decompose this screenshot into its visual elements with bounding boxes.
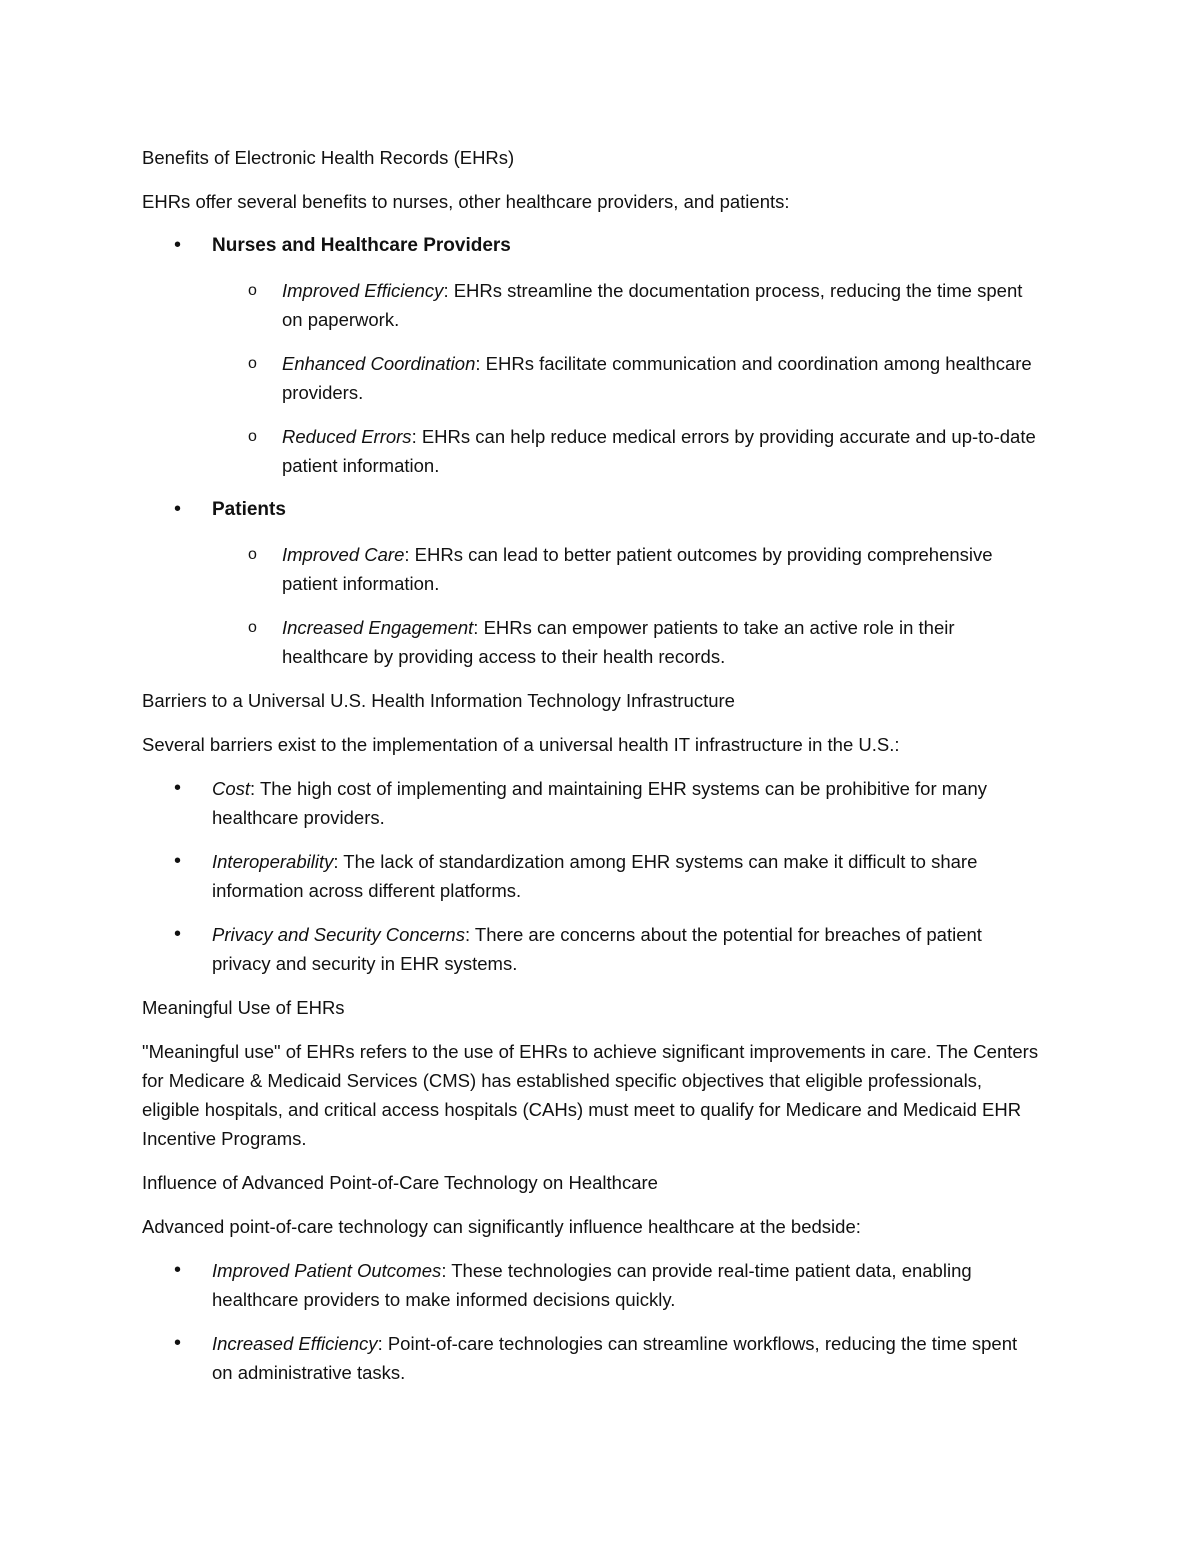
item-term: Increased Engagement: [282, 617, 474, 638]
item-text: : EHRs can help reduce medical errors by providing accurate and up-to-date patient information.: [282, 426, 1036, 476]
item-text: : There are concerns about the potential for breaches of patient privacy and security in EHR systems.: [212, 924, 982, 974]
item-term: Improved Care: [282, 544, 405, 565]
benefits-intro: EHRs offer several benefits to nurses, other healthcare providers, and patients:: [142, 191, 790, 212]
group-title-providers: • Nurses and Healthcare Providers: [212, 235, 511, 256]
benefits-group: [142, 495, 1042, 671]
point-of-care-list: [142, 1256, 1042, 1387]
benefits-group: [142, 231, 1042, 480]
item-text: : EHRs streamline the documentation process, reducing the time spent on paperwork.: [282, 280, 1023, 330]
list-item: [142, 774, 1042, 832]
list-item: [142, 920, 1042, 978]
item-text: : EHRs can empower patients to take an active role in their healthcare by providing access to their health records.: [282, 617, 955, 667]
list-item: [212, 422, 1042, 480]
point-of-care-intro: Advanced point-of-care technology can significantly influence healthcare at the bedside:: [142, 1216, 861, 1237]
list-item: [212, 540, 1042, 598]
item-text: : EHRs facilitate communication and coordination among healthcare providers.: [282, 353, 1032, 403]
section-heading-barriers: Barriers to a Universal U.S. Health Information Technology Infrastructure: [142, 690, 735, 711]
item-term: Increased Efficiency: [212, 1333, 378, 1354]
list-item: [212, 349, 1042, 407]
item-term: Reduced Errors: [282, 426, 412, 447]
list-item: [142, 847, 1042, 905]
section-heading-benefits: Benefits of Electronic Health Records (EHRs): [142, 147, 515, 168]
item-term: Improved Efficiency: [282, 280, 444, 301]
item-text: : These technologies can provide real-time patient data, enabling healthcare providers to make informed decisions quickly.: [212, 1260, 972, 1310]
providers-benefit-list: [212, 276, 1042, 480]
document-page: [142, 143, 1042, 1402]
barriers-intro: Several barriers exist to the implementation of a universal health IT infrastructure in the U.S.:: [142, 734, 900, 755]
item-term: Privacy and Security Concerns: [212, 924, 465, 945]
meaningful-use-body: "Meaningful use" of EHRs refers to the use of EHRs to achieve significant improvements in care. The Centers for Medicare & Medicaid Services (CMS) has established specific objectives that eligible professionals, eligible hospitals, and critical access hospitals (CAHs) must meet to qualify for Medicare and Medicaid EHR Incentive Programs.: [142, 1041, 1039, 1149]
item-text: : The lack of standardization among EHR systems can make it difficult to share information across different platforms.: [212, 851, 978, 901]
item-text: : EHRs can lead to better patient outcomes by providing comprehensive patient information.: [282, 544, 993, 594]
section-heading-point-of-care: Influence of Advanced Point-of-Care Technology on Healthcare: [142, 1172, 658, 1193]
patients-benefit-list: [212, 540, 1042, 671]
list-item: [142, 1256, 1042, 1314]
item-term: Improved Patient Outcomes: [212, 1260, 442, 1281]
section-heading-meaningful-use: Meaningful Use of EHRs: [142, 997, 345, 1018]
list-item: [212, 276, 1042, 334]
benefits-group-list: [142, 231, 1042, 671]
list-item: [212, 613, 1042, 671]
list-item: [142, 1329, 1042, 1387]
barriers-list: [142, 774, 1042, 978]
item-term: Cost: [212, 778, 251, 799]
item-term: Interoperability: [212, 851, 334, 872]
item-term: Enhanced Coordination: [282, 353, 476, 374]
item-text: : Point-of-care technologies can streamline workflows, reducing the time spent on administrative tasks.: [212, 1333, 1018, 1383]
group-title-patients: • Patients: [212, 499, 286, 520]
item-text: : The high cost of implementing and maintaining EHR systems can be prohibitive for many healthcare providers.: [212, 778, 987, 828]
